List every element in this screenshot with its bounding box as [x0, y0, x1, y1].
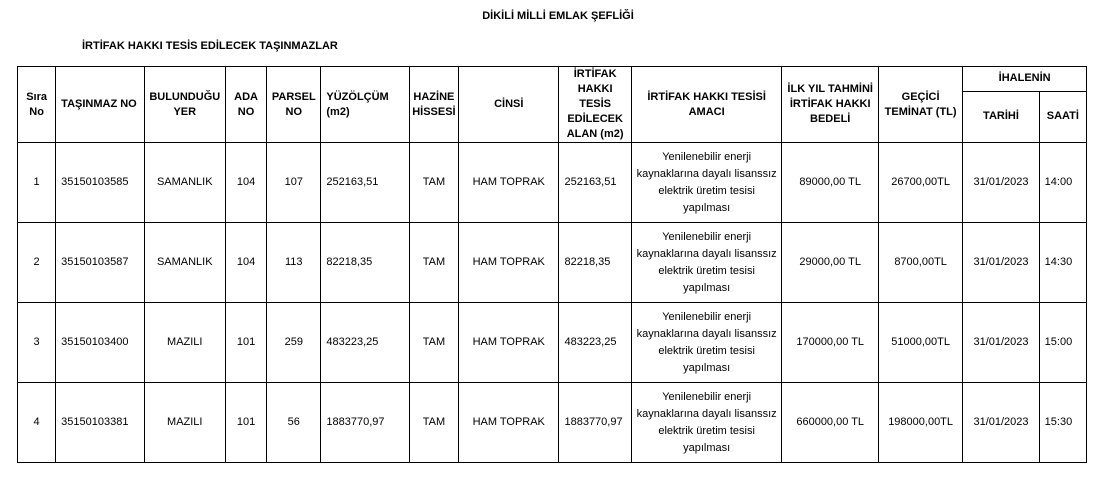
table-row	[18, 383, 1087, 463]
col-header-ihalenin: İHALENİN	[963, 67, 1087, 92]
cell-tarih: 31/01/2023	[963, 383, 1039, 463]
cell-tarih: 31/01/2023	[963, 303, 1039, 383]
table-row	[18, 143, 1087, 223]
table-row	[18, 303, 1087, 383]
cell-parsel: 56	[267, 383, 321, 463]
cell-saat: 14:00	[1039, 143, 1086, 223]
cell-tasinmaz-no: 35150103587	[56, 223, 144, 303]
cell-yer: SAMANLIK	[144, 143, 225, 223]
cell-hisse: TAM	[409, 143, 458, 223]
cell-yuzolcum: 483223,25	[321, 303, 409, 383]
col-header-sira-no: Sıra No	[18, 67, 56, 143]
col-header-tasinmaz-no: TAŞINMAZ NO	[56, 67, 144, 143]
cell-amac: Yenilenebilir enerji kaynaklarına dayalı lisanssız elektrik üretim tesisi yapılması	[631, 223, 782, 303]
cell-teminat: 51000,00TL	[878, 303, 962, 383]
col-header-tarihi: TARİHİ	[963, 91, 1039, 142]
cell-hisse: TAM	[409, 303, 458, 383]
cell-sira: 3	[18, 303, 56, 383]
col-header-parsel-no: PARSEL NO	[267, 67, 321, 143]
cell-yer: SAMANLIK	[144, 223, 225, 303]
cell-bedel: 660000,00 TL	[782, 383, 878, 463]
cell-saat: 15:00	[1039, 303, 1086, 383]
cell-tarih: 31/01/2023	[963, 143, 1039, 223]
col-header-irtifak-amac: İRTİFAK HAKKI TESİSİ AMACI	[631, 67, 782, 143]
cell-tasinmaz-no: 35150103381	[56, 383, 144, 463]
cell-saat: 14:30	[1039, 223, 1086, 303]
page-subtitle: İRTİFAK HAKKI TESİS EDİLECEK TAŞINMAZLAR	[82, 40, 338, 52]
col-header-bulundugu-yer: BULUNDUĞU YER	[144, 67, 225, 143]
cell-hisse: TAM	[409, 223, 458, 303]
cell-amac: Yenilenebilir enerji kaynaklarına dayalı lisanssız elektrik üretim tesisi yapılması	[631, 303, 782, 383]
cell-yuzolcum: 252163,51	[321, 143, 409, 223]
cell-hisse: TAM	[409, 383, 458, 463]
cell-ada: 104	[225, 223, 266, 303]
cell-parsel: 259	[267, 303, 321, 383]
cell-bedel: 89000,00 TL	[782, 143, 878, 223]
cell-bedel: 29000,00 TL	[782, 223, 878, 303]
cell-alan: 1883770,97	[559, 383, 631, 463]
cell-parsel: 113	[267, 223, 321, 303]
col-header-ada-no: ADA NO	[225, 67, 266, 143]
cell-yuzolcum: 82218,35	[321, 223, 409, 303]
cell-yer: MAZILI	[144, 383, 225, 463]
cell-yuzolcum: 1883770,97	[321, 383, 409, 463]
col-header-cinsi: CİNSİ	[459, 67, 559, 143]
cell-ada: 101	[225, 303, 266, 383]
cell-tasinmaz-no: 35150103400	[56, 303, 144, 383]
col-header-saati: SAATİ	[1039, 91, 1086, 142]
col-header-ilk-yil-bedel: İLK YIL TAHMİNİ İRTİFAK HAKKI BEDELİ	[782, 67, 878, 143]
col-header-hazine-hissesi: HAZİNE HİSSESİ	[409, 67, 458, 143]
cell-amac: Yenilenebilir enerji kaynaklarına dayalı lisanssız elektrik üretim tesisi yapılması	[631, 143, 782, 223]
cell-sira: 2	[18, 223, 56, 303]
cell-tarih: 31/01/2023	[963, 223, 1039, 303]
cell-alan: 483223,25	[559, 303, 631, 383]
col-header-yuzolcum: YÜZÖLÇÜM (m2)	[321, 67, 409, 143]
table-row	[18, 223, 1087, 303]
cell-ada: 104	[225, 143, 266, 223]
cell-cinsi: HAM TOPRAK	[459, 223, 559, 303]
cell-teminat: 8700,00TL	[878, 223, 962, 303]
cell-tasinmaz-no: 35150103585	[56, 143, 144, 223]
cell-sira: 4	[18, 383, 56, 463]
cell-cinsi: HAM TOPRAK	[459, 383, 559, 463]
properties-table	[17, 66, 1087, 463]
cell-bedel: 170000,00 TL	[782, 303, 878, 383]
cell-cinsi: HAM TOPRAK	[459, 143, 559, 223]
page-title: DİKİLİ MİLLİ EMLAK ŞEFLİĞİ	[482, 10, 634, 22]
col-header-irtifak-alan: İRTİFAK HAKKI TESİS EDİLECEK ALAN (m2)	[559, 67, 631, 143]
cell-teminat: 26700,00TL	[878, 143, 962, 223]
cell-teminat: 198000,00TL	[878, 383, 962, 463]
cell-parsel: 107	[267, 143, 321, 223]
cell-alan: 252163,51	[559, 143, 631, 223]
cell-sira: 1	[18, 143, 56, 223]
cell-cinsi: HAM TOPRAK	[459, 303, 559, 383]
cell-amac: Yenilenebilir enerji kaynaklarına dayalı lisanssız elektrik üretim tesisi yapılması	[631, 383, 782, 463]
cell-alan: 82218,35	[559, 223, 631, 303]
cell-ada: 101	[225, 383, 266, 463]
col-header-gecici-teminat: GEÇİCİ TEMİNAT (TL)	[878, 67, 962, 143]
cell-yer: MAZILI	[144, 303, 225, 383]
cell-saat: 15:30	[1039, 383, 1086, 463]
